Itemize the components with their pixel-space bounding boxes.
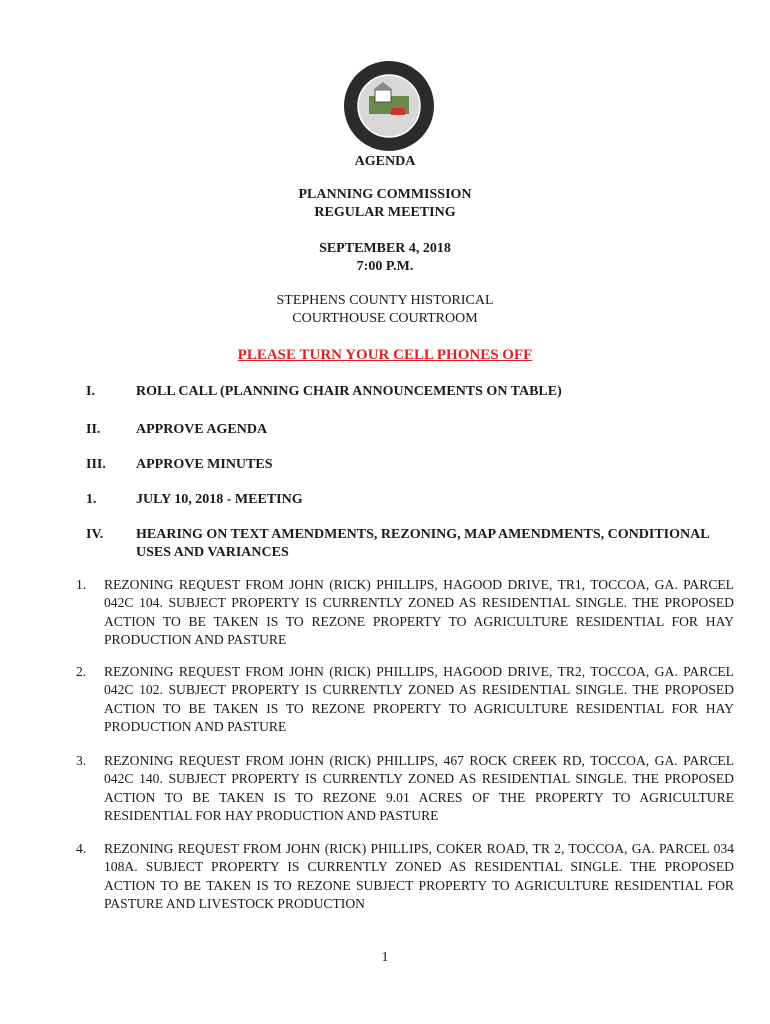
meeting-time: 7:00 P.M. bbox=[356, 259, 414, 274]
item-text: REZONING REQUEST FROM JOHN (RICK) PHILLIPS, 467 ROCK CREEK RD, TOCCOA, GA. PARCEL 042C 140. SUBJECT PROPERTY IS CURRENTLY ZONED AS RESIDENTIAL SINGLE. THE PROPOSED ACTION TO BE TAKEN IS TO REZONE 9.01 ACRES OF THE PROPERTY TO AGRICULTURE RESIDENTIAL FOR HAY PRODUCTION AND PASTURE bbox=[104, 753, 734, 824]
commission-title bbox=[0, 186, 770, 222]
section-text: HEARING ON TEXT AMENDMENTS, REZONING, MAP AMENDMENTS, CONDITIONAL USES AND VARIANCES bbox=[136, 527, 709, 560]
item-number: 1. bbox=[76, 577, 87, 592]
meeting-datetime bbox=[0, 240, 770, 276]
section-number: 1. bbox=[86, 492, 97, 507]
page-number: 1 bbox=[381, 950, 389, 965]
item-number: 2. bbox=[76, 664, 87, 679]
meeting-date: SEPTEMBER 4, 2018 bbox=[319, 241, 451, 256]
cell-phone-warning: PLEASE TURN YOUR CELL PHONES OFF bbox=[237, 347, 533, 363]
meeting-location bbox=[0, 292, 770, 328]
section-number: III. bbox=[86, 457, 106, 472]
item-number: 3. bbox=[76, 753, 87, 768]
section-number: IV. bbox=[86, 527, 104, 542]
section-text: APPROVE AGENDA bbox=[136, 422, 268, 437]
agenda-title: AGENDA bbox=[354, 154, 416, 169]
county-seal-icon bbox=[343, 60, 435, 152]
section-text: APPROVE MINUTES bbox=[136, 457, 273, 472]
meeting-type: REGULAR MEETING bbox=[314, 205, 456, 220]
section-number: I. bbox=[86, 384, 95, 399]
commission-name: PLANNING COMMISSION bbox=[298, 187, 472, 202]
location-line-2: COURTHOUSE COURTROOM bbox=[292, 311, 478, 326]
item-text: REZONING REQUEST FROM JOHN (RICK) PHILLIPS, HAGOOD DRIVE, TR2, TOCCOA, GA. PARCEL 042C 102. SUBJECT PROPERTY IS CURRENTLY ZONED AS RESIDENTIAL SINGLE. THE PROPOSED ACTION TO BE TAKEN IS TO REZONE PROPERTY TO AGRICULTURE RESIDENTIAL FOR HAY PRODUCTION AND PASTURE bbox=[104, 664, 734, 735]
section-text: JULY 10, 2018 - MEETING bbox=[136, 492, 303, 507]
item-number: 4. bbox=[76, 841, 87, 856]
location-line-1: STEPHENS COUNTY HISTORICAL bbox=[276, 293, 494, 308]
item-text: REZONING REQUEST FROM JOHN (RICK) PHILLIPS, HAGOOD DRIVE, TR1, TOCCOA, GA. PARCEL 042C 104. SUBJECT PROPERTY IS CURRENTLY ZONED AS RESIDENTIAL SINGLE. THE PROPOSED ACTION TO BE TAKEN IS TO REZONE PROPERTY TO AGRICULTURE RESIDENTIAL FOR HAY PRODUCTION AND PASTURE bbox=[104, 577, 734, 648]
section-text: ROLL CALL (PLANNING CHAIR ANNOUNCEMENTS ON TABLE) bbox=[136, 384, 562, 399]
section-number: II. bbox=[86, 422, 101, 437]
item-text: REZONING REQUEST FROM JOHN (RICK) PHILLIPS, COKER ROAD, TR 2, TOCCOA, GA. PARCEL 034 108A. SUBJECT PROPERTY IS CURRENTLY ZONED AS RESIDENTIAL SINGLE. THE PROPOSED ACTION TO BE TAKEN IS TO REZONE SUBJECT PROPERTY TO AGRICULTURE RESIDENTIAL FOR PASTURE AND LIVESTOCK PRODUCTION bbox=[104, 841, 734, 912]
